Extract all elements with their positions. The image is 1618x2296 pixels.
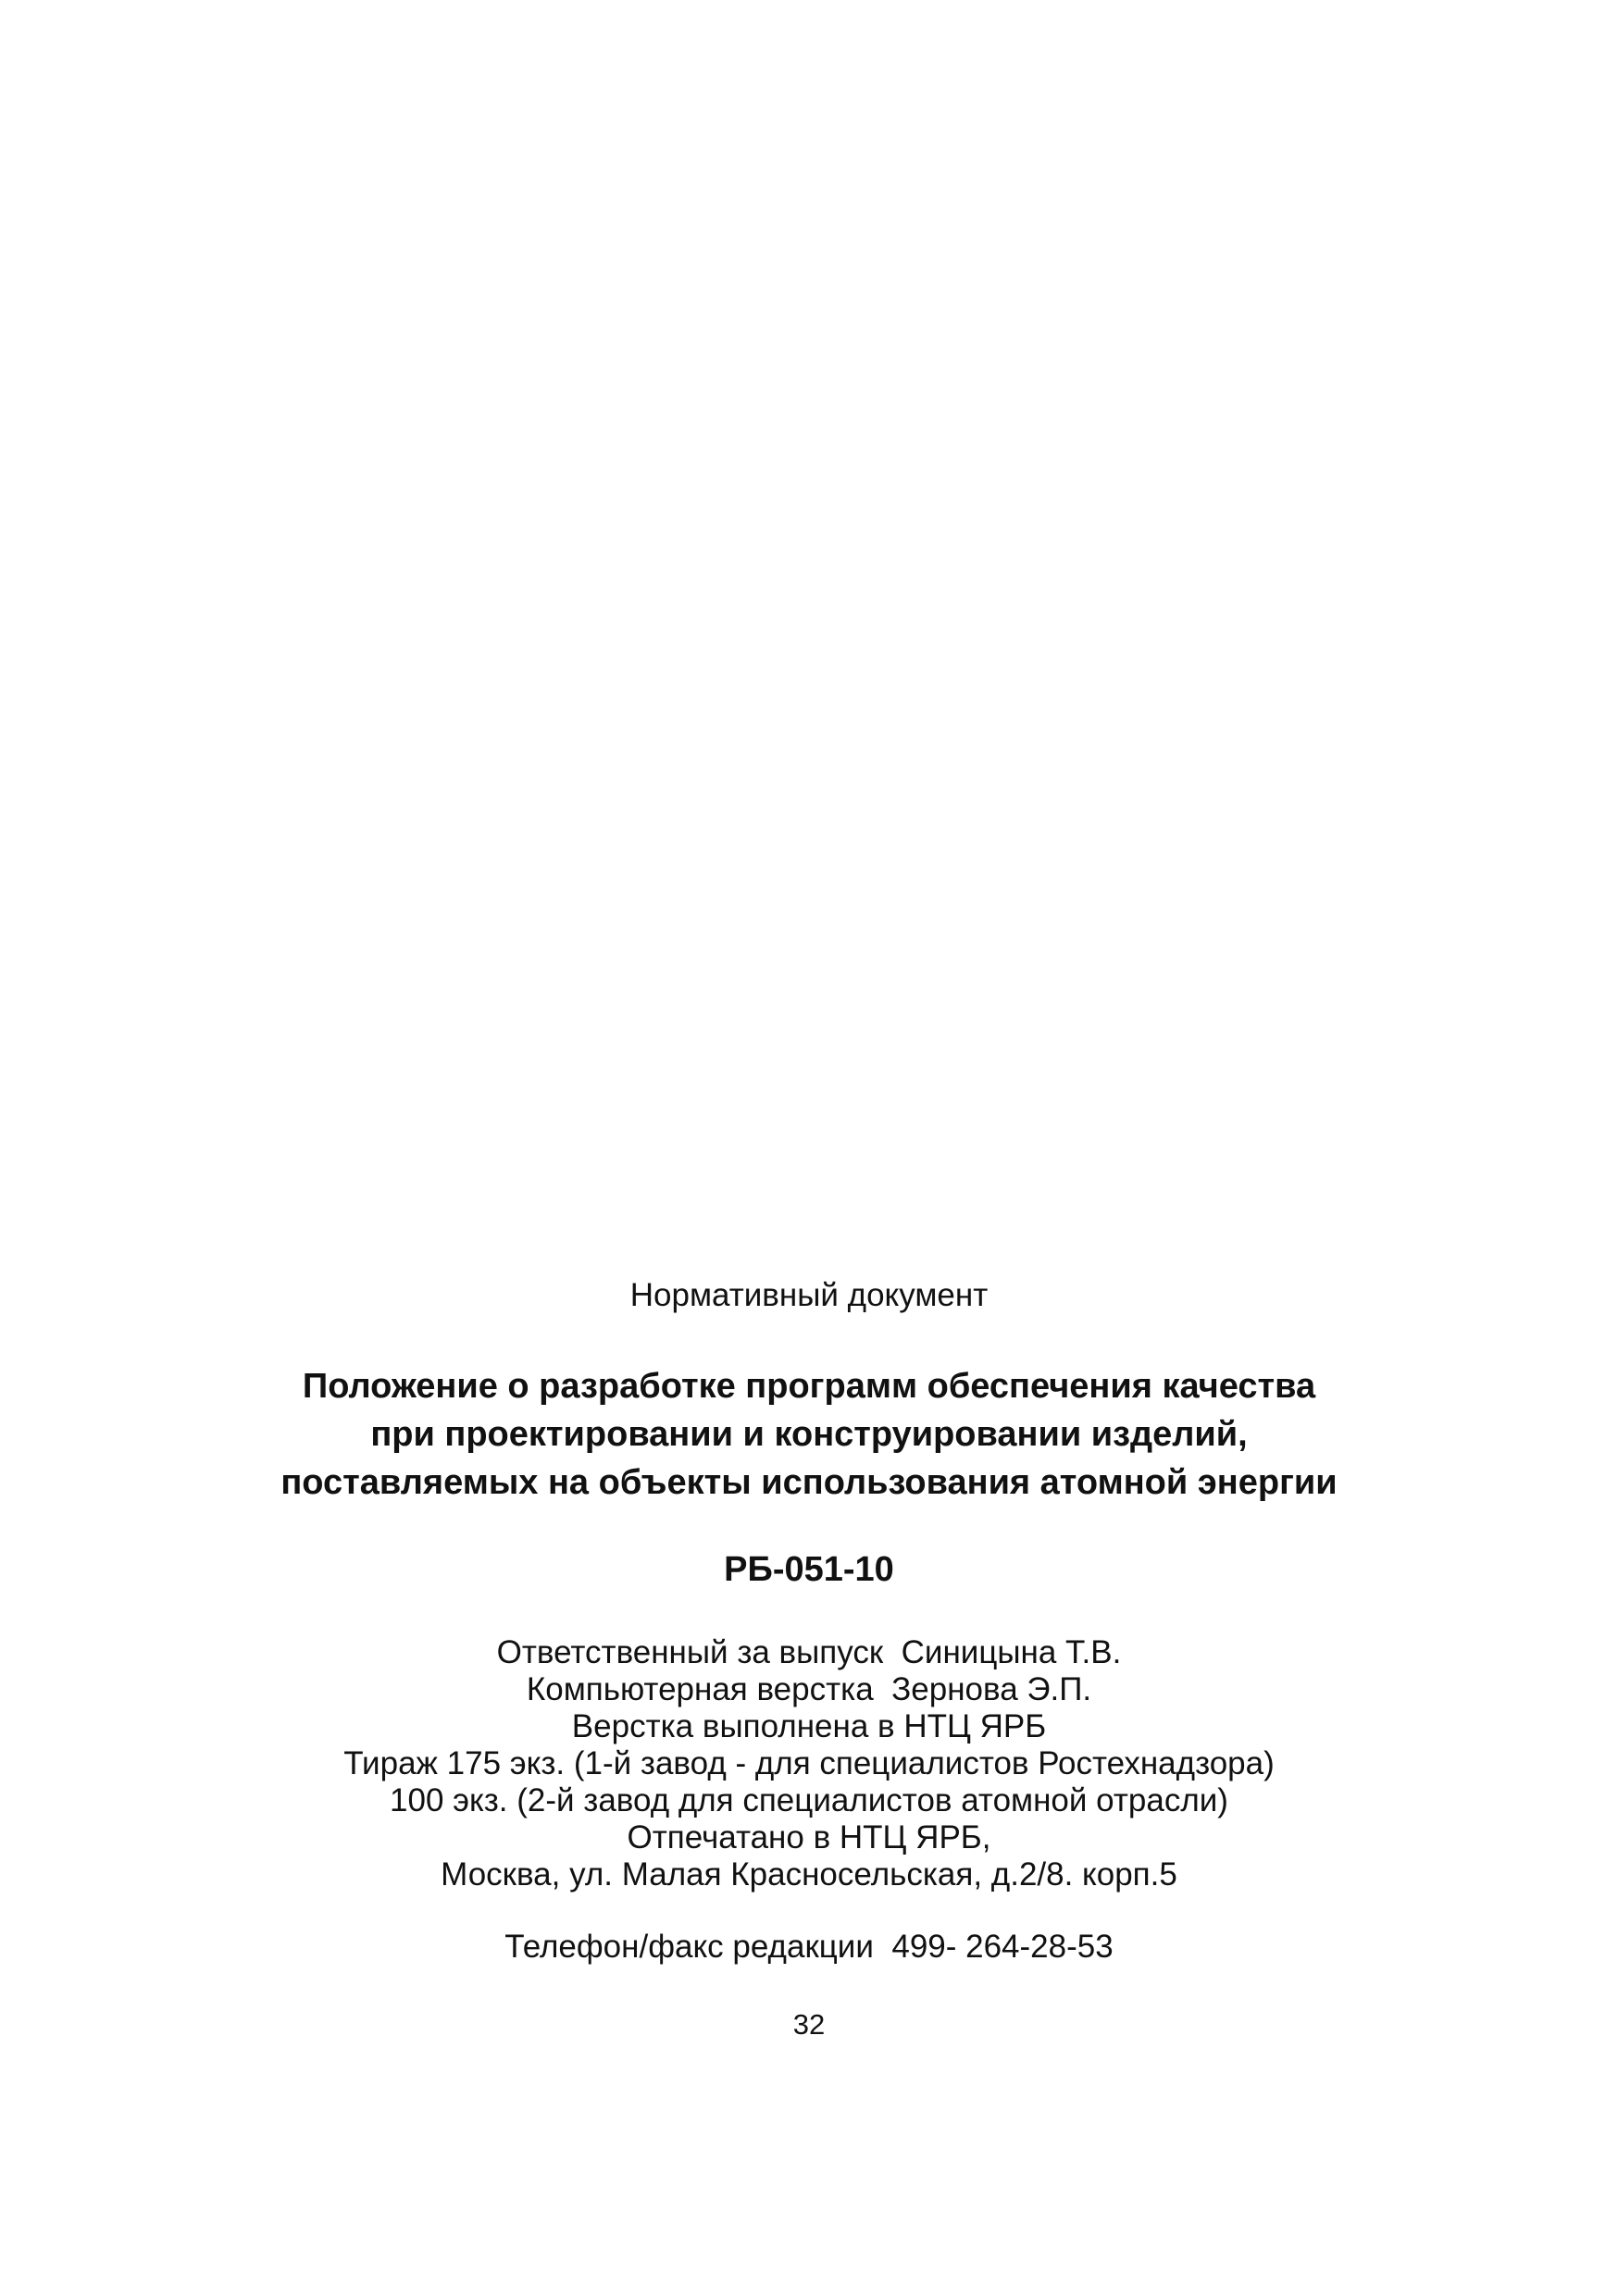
document-title	[0, 1362, 1618, 1507]
document-code: РБ-051-10	[724, 1550, 894, 1589]
credit-line: 100 экз. (2-й завод для специалистов атомной отрасли)	[390, 1782, 1228, 1818]
credit-line: Ответственный за выпуск Синицына Т.В.	[496, 1634, 1122, 1670]
document-title-line: Положение о разработке программ обеспечения качества	[302, 1367, 1316, 1406]
credit-line: Тираж 175 экз. (1-й завод - для специалистов Ростехнадзора)	[343, 1745, 1275, 1781]
credit-line: Компьютерная верстка Зернова Э.П.	[526, 1671, 1092, 1707]
imprint-block	[0, 1273, 1618, 2043]
document-title-line: поставляемых на объекты использования атомной энергии	[280, 1463, 1338, 1502]
document-title-line: при проектировании и конструировании изделий,	[370, 1415, 1248, 1454]
page-number: 32	[792, 2008, 826, 2041]
publication-credits	[0, 1634, 1618, 1893]
editorial-phone: Телефон/факс редакции 499- 264-28-53	[504, 1929, 1114, 1965]
document-type-label: Нормативный документ	[629, 1277, 989, 1313]
credit-line: Москва, ул. Малая Красносельская, д.2/8. корп.5	[441, 1856, 1177, 1893]
credit-line: Верстка выполнена в НТЦ ЯРБ	[571, 1708, 1047, 1744]
credit-line: Отпечатано в НТЦ ЯРБ,	[627, 1819, 991, 1855]
